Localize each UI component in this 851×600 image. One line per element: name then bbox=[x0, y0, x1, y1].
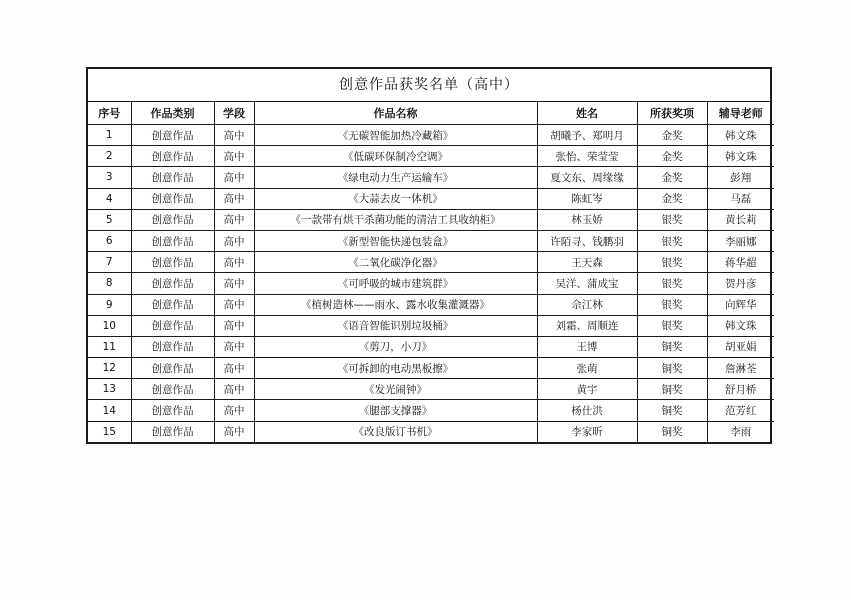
cell-name: 杨仕洪 bbox=[537, 400, 637, 421]
cell-award: 铜奖 bbox=[637, 379, 707, 400]
cell-teacher: 詹淋荃 bbox=[707, 358, 774, 379]
cell-work: 《改良版订书机》 bbox=[254, 421, 537, 442]
cell-award: 铜奖 bbox=[637, 400, 707, 421]
cell-work: 《剪刀，小刀》 bbox=[254, 336, 537, 357]
cell-name: 林玉娇 bbox=[537, 209, 637, 230]
table-row bbox=[88, 336, 774, 357]
cell-award: 金奖 bbox=[637, 125, 707, 146]
cell-stage: 高中 bbox=[214, 358, 254, 379]
cell-work: 《低碳环保制冷空调》 bbox=[254, 146, 537, 167]
cell-award: 铜奖 bbox=[637, 358, 707, 379]
cell-award: 银奖 bbox=[637, 294, 707, 315]
cell-work: 《植树造林——雨水、露水收集灌溉器》 bbox=[254, 294, 537, 315]
cell-category: 创意作品 bbox=[131, 209, 214, 230]
cell-work: 《发光闹钟》 bbox=[254, 379, 537, 400]
table-header-row bbox=[88, 102, 774, 125]
cell-work: 《可呼吸的城市建筑群》 bbox=[254, 273, 537, 294]
table-row bbox=[88, 209, 774, 230]
cell-stage: 高中 bbox=[214, 294, 254, 315]
cell-teacher: 蒋华超 bbox=[707, 252, 774, 273]
cell-stage: 高中 bbox=[214, 125, 254, 146]
cell-stage: 高中 bbox=[214, 315, 254, 336]
cell-name: 李家昕 bbox=[537, 421, 637, 442]
cell-no: 4 bbox=[88, 188, 131, 209]
cell-teacher: 韩文珠 bbox=[707, 125, 774, 146]
cell-no: 3 bbox=[88, 167, 131, 188]
header-no: 序号 bbox=[88, 102, 131, 125]
cell-category: 创意作品 bbox=[131, 125, 214, 146]
document-title: 创意作品获奖名单（高中） bbox=[88, 69, 770, 102]
cell-name: 王博 bbox=[537, 336, 637, 357]
cell-no: 8 bbox=[88, 273, 131, 294]
award-table bbox=[88, 102, 774, 442]
cell-no: 6 bbox=[88, 230, 131, 251]
award-list-sheet bbox=[86, 67, 772, 444]
cell-award: 铜奖 bbox=[637, 336, 707, 357]
cell-stage: 高中 bbox=[214, 421, 254, 442]
cell-no: 10 bbox=[88, 315, 131, 336]
cell-category: 创意作品 bbox=[131, 336, 214, 357]
cell-no: 5 bbox=[88, 209, 131, 230]
cell-category: 创意作品 bbox=[131, 252, 214, 273]
cell-category: 创意作品 bbox=[131, 294, 214, 315]
header-name: 姓名 bbox=[537, 102, 637, 125]
cell-work: 《绿电动力生产运输车》 bbox=[254, 167, 537, 188]
cell-name: 胡曦予、郑明月 bbox=[537, 125, 637, 146]
cell-category: 创意作品 bbox=[131, 146, 214, 167]
table-row bbox=[88, 146, 774, 167]
cell-name: 夏文东、周缘缘 bbox=[537, 167, 637, 188]
cell-name: 许陌寻、钱鹏羽 bbox=[537, 230, 637, 251]
cell-name: 吴洋、蒲成宝 bbox=[537, 273, 637, 294]
cell-stage: 高中 bbox=[214, 252, 254, 273]
cell-work: 《一款带有烘干杀菌功能的清洁工具收纳柜》 bbox=[254, 209, 537, 230]
table-row bbox=[88, 400, 774, 421]
cell-no: 7 bbox=[88, 252, 131, 273]
cell-teacher: 舒月桥 bbox=[707, 379, 774, 400]
cell-teacher: 韩文珠 bbox=[707, 315, 774, 336]
cell-category: 创意作品 bbox=[131, 315, 214, 336]
cell-no: 1 bbox=[88, 125, 131, 146]
cell-category: 创意作品 bbox=[131, 273, 214, 294]
cell-no: 15 bbox=[88, 421, 131, 442]
header-award: 所获奖项 bbox=[637, 102, 707, 125]
cell-teacher: 黄长莉 bbox=[707, 209, 774, 230]
cell-stage: 高中 bbox=[214, 400, 254, 421]
table-row bbox=[88, 125, 774, 146]
cell-work: 《可拆卸的电动黑板擦》 bbox=[254, 358, 537, 379]
cell-teacher: 向辉华 bbox=[707, 294, 774, 315]
cell-teacher: 范芳红 bbox=[707, 400, 774, 421]
cell-teacher: 韩文珠 bbox=[707, 146, 774, 167]
cell-name: 刘霜、周顺连 bbox=[537, 315, 637, 336]
cell-award: 金奖 bbox=[637, 167, 707, 188]
cell-award: 银奖 bbox=[637, 252, 707, 273]
table-row bbox=[88, 315, 774, 336]
cell-stage: 高中 bbox=[214, 273, 254, 294]
cell-name: 黄宇 bbox=[537, 379, 637, 400]
cell-teacher: 马磊 bbox=[707, 188, 774, 209]
cell-stage: 高中 bbox=[214, 167, 254, 188]
cell-no: 13 bbox=[88, 379, 131, 400]
cell-name: 张萌 bbox=[537, 358, 637, 379]
cell-award: 金奖 bbox=[637, 146, 707, 167]
cell-name: 佘江林 bbox=[537, 294, 637, 315]
cell-award: 银奖 bbox=[637, 209, 707, 230]
cell-no: 14 bbox=[88, 400, 131, 421]
cell-work: 《语音智能识别垃圾桶》 bbox=[254, 315, 537, 336]
cell-stage: 高中 bbox=[214, 209, 254, 230]
cell-no: 12 bbox=[88, 358, 131, 379]
cell-name: 张怡、荣莹莹 bbox=[537, 146, 637, 167]
table-row bbox=[88, 252, 774, 273]
cell-stage: 高中 bbox=[214, 230, 254, 251]
cell-category: 创意作品 bbox=[131, 188, 214, 209]
table-row bbox=[88, 230, 774, 251]
cell-category: 创意作品 bbox=[131, 230, 214, 251]
header-teacher: 辅导老师 bbox=[707, 102, 774, 125]
cell-award: 银奖 bbox=[637, 315, 707, 336]
table-row bbox=[88, 421, 774, 442]
cell-teacher: 彭翔 bbox=[707, 167, 774, 188]
cell-award: 银奖 bbox=[637, 273, 707, 294]
table-row bbox=[88, 358, 774, 379]
cell-award: 铜奖 bbox=[637, 421, 707, 442]
cell-award: 金奖 bbox=[637, 188, 707, 209]
cell-category: 创意作品 bbox=[131, 421, 214, 442]
cell-stage: 高中 bbox=[214, 146, 254, 167]
table-row bbox=[88, 273, 774, 294]
cell-award: 银奖 bbox=[637, 230, 707, 251]
table-body bbox=[88, 125, 774, 442]
cell-category: 创意作品 bbox=[131, 167, 214, 188]
cell-category: 创意作品 bbox=[131, 400, 214, 421]
table-row bbox=[88, 167, 774, 188]
table-row bbox=[88, 188, 774, 209]
cell-stage: 高中 bbox=[214, 379, 254, 400]
cell-no: 2 bbox=[88, 146, 131, 167]
header-work: 作品名称 bbox=[254, 102, 537, 125]
table-row bbox=[88, 294, 774, 315]
cell-name: 陈虹岑 bbox=[537, 188, 637, 209]
cell-teacher: 李丽娜 bbox=[707, 230, 774, 251]
cell-work: 《腿部支撑器》 bbox=[254, 400, 537, 421]
cell-name: 王天森 bbox=[537, 252, 637, 273]
cell-teacher: 贺丹彦 bbox=[707, 273, 774, 294]
cell-category: 创意作品 bbox=[131, 379, 214, 400]
header-category: 作品类别 bbox=[131, 102, 214, 125]
cell-stage: 高中 bbox=[214, 336, 254, 357]
table-row bbox=[88, 379, 774, 400]
cell-work: 《大蒜去皮一体机》 bbox=[254, 188, 537, 209]
cell-stage: 高中 bbox=[214, 188, 254, 209]
cell-no: 9 bbox=[88, 294, 131, 315]
cell-work: 《新型智能快递包装盒》 bbox=[254, 230, 537, 251]
cell-work: 《无碳智能加热冷藏箱》 bbox=[254, 125, 537, 146]
cell-teacher: 李雨 bbox=[707, 421, 774, 442]
cell-no: 11 bbox=[88, 336, 131, 357]
header-stage: 学段 bbox=[214, 102, 254, 125]
cell-category: 创意作品 bbox=[131, 358, 214, 379]
cell-work: 《二氧化碳净化器》 bbox=[254, 252, 537, 273]
cell-teacher: 胡亚娟 bbox=[707, 336, 774, 357]
